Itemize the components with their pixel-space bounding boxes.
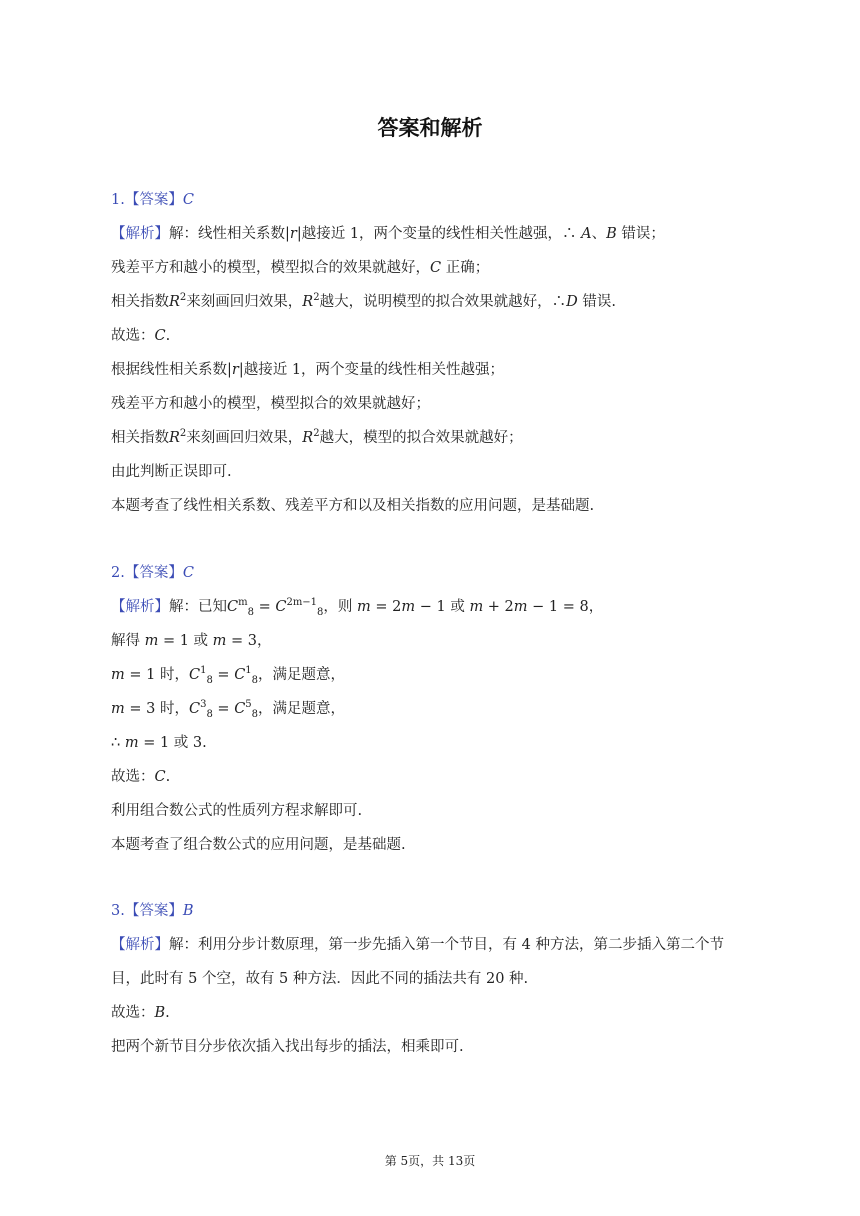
text: 解：利用分步计数原理，第一步先插入第一个节目，有 4 种方法，第二步插入第二个节: [169, 937, 724, 953]
text: |越接近 1，两个变量的线性相关性越强；: [238, 362, 505, 378]
text: 残差平方和越小的模型，模型拟合的效果就越好，: [111, 260, 430, 276]
text: = 3 时，: [124, 701, 189, 717]
math-var: C: [188, 701, 201, 717]
text: ∴: [111, 735, 125, 751]
math-var: m: [124, 735, 139, 751]
math-var: m: [111, 667, 125, 683]
q3-number: 3.: [111, 903, 125, 919]
q2-analysis-tag: 【解析】: [111, 599, 169, 615]
math-sub: 8: [317, 606, 324, 618]
text: |越接近 1，两个变量的线性相关性越强，∴: [296, 226, 582, 242]
q3-answer-tag: 【答案】: [124, 903, 183, 919]
text: =: [253, 599, 276, 615]
math-sub: 8: [251, 674, 259, 686]
math-sub: 8: [251, 708, 259, 720]
text: .: [165, 328, 171, 344]
q1-analysis-line-8: 由此判断正误即可.: [111, 464, 232, 480]
q2-answer: C: [182, 565, 194, 581]
math-sup: 3: [200, 699, 207, 711]
text: 越大，模型的拟合效果就越好；: [319, 430, 523, 446]
math-sup: 1: [245, 665, 252, 677]
page-footer: 第 5页，共 13页: [384, 1154, 476, 1168]
q1-answer: C: [182, 192, 194, 208]
math-sup: 5: [245, 699, 252, 711]
math-sub: 8: [206, 708, 213, 720]
text: ，满足题意，: [258, 701, 346, 717]
q1-analysis-line-1: [111, 224, 665, 244]
math-exp: 2: [179, 428, 187, 440]
math-sub: 8: [247, 606, 254, 618]
text: = 2: [370, 599, 402, 615]
math-var: C: [188, 667, 201, 683]
math-exp: 2: [313, 292, 320, 304]
text: 越大，说明模型的拟合效果就越好，∴: [319, 294, 567, 310]
math-var: m: [357, 599, 371, 615]
q2-answer-header: [111, 563, 194, 583]
q2-analysis-line-2: [111, 631, 272, 651]
text: =: [212, 701, 235, 717]
text: .: [165, 1005, 170, 1021]
q2-analysis-line-5: [111, 733, 207, 753]
math-sup: 2m−1: [286, 597, 318, 609]
q1-analysis-line-6: 残差平方和越小的模型，模型拟合的效果就越好；: [111, 396, 430, 412]
math-var: m: [144, 633, 159, 649]
q3-analysis-line-2: 目，此时有 5 个空，故有 5 种方法．因此不同的插法共有 20 种.: [111, 971, 529, 987]
q3-analysis-line-1: [111, 935, 724, 955]
q1-analysis-tag: 【解析】: [111, 226, 169, 242]
math-var: m: [513, 599, 528, 615]
q1-answer-tag: 【答案】: [124, 192, 183, 208]
text: 故选：: [111, 1005, 155, 1021]
math-var: B: [606, 226, 617, 242]
text: + 2: [483, 599, 514, 615]
text: 来刻画回归效果，: [186, 294, 303, 310]
math-var: C: [234, 701, 246, 717]
math-var: A: [581, 226, 592, 242]
math-var: R: [169, 430, 180, 446]
q2-analysis-line-8: 本题考查了组合数公式的应用问题，是基础题.: [111, 837, 406, 853]
text: =: [212, 667, 235, 683]
math-var: m: [401, 599, 416, 615]
text: 相关指数: [111, 430, 169, 446]
math-var: C: [154, 328, 166, 344]
text: .: [165, 769, 171, 785]
math-exp: 2: [179, 292, 187, 304]
math-var: m: [469, 599, 484, 615]
text: 、: [591, 226, 607, 242]
text: 相关指数: [111, 294, 169, 310]
text: = 1 或: [158, 633, 213, 649]
text: 错误；: [616, 226, 665, 242]
text: 正确；: [441, 260, 490, 276]
q3-analysis-tag: 【解析】: [111, 937, 169, 953]
text: − 1 或: [415, 599, 470, 615]
q1-answer-header: [111, 190, 194, 210]
text: ，则: [323, 599, 358, 615]
math-var: C: [154, 769, 166, 785]
math-var: C: [234, 667, 246, 683]
q2-analysis-line-1: [111, 597, 603, 617]
q1-analysis-line-2: [111, 258, 489, 278]
math-sup: m: [238, 597, 248, 609]
q2-analysis-line-4: [111, 699, 345, 719]
q2-analysis-line-3: [111, 665, 345, 685]
math-var: C: [275, 599, 287, 615]
q2-analysis-line-6: [111, 767, 170, 787]
math-var: R: [169, 294, 180, 310]
text: 解：线性相关系数|: [169, 226, 290, 242]
math-var: m: [111, 701, 125, 717]
q2-number: 2.: [111, 565, 125, 581]
text: − 1 = 8，: [527, 599, 604, 615]
q1-number: 1.: [111, 192, 125, 208]
q3-answer: B: [182, 903, 194, 919]
text: = 3，: [226, 633, 272, 649]
math-var: r: [289, 226, 297, 242]
text: ，满足题意，: [258, 667, 346, 683]
q1-analysis-line-7: [111, 428, 523, 448]
math-var: D: [566, 294, 578, 310]
text: 故选：: [111, 769, 155, 785]
math-var: R: [302, 430, 314, 446]
math-var: B: [154, 1005, 166, 1021]
q2-answer-tag: 【答案】: [124, 565, 183, 581]
math-var: r: [231, 362, 239, 378]
text: 来刻画回归效果，: [186, 430, 303, 446]
q1-analysis-line-4: [111, 326, 170, 346]
math-sup: 1: [200, 665, 207, 677]
text: 解得: [111, 633, 145, 649]
math-var: R: [302, 294, 314, 310]
math-sub: 8: [206, 674, 213, 686]
q1-analysis-line-9: 本题考查了线性相关系数、残差平方和以及相关指数的应用问题，是基础题.: [111, 498, 595, 514]
q2-analysis-line-7: 利用组合数公式的性质列方程求解即可.: [111, 803, 363, 819]
q3-answer-header: [111, 901, 194, 921]
text: = 1 时，: [124, 667, 189, 683]
q1-analysis-line-3: [111, 292, 616, 312]
text: 故选：: [111, 328, 155, 344]
text: 错误.: [577, 294, 616, 310]
text: 解：已知: [169, 599, 227, 615]
q3-analysis-line-4: 把两个新节目分步依次插入找出每步的插法，相乘即可.: [111, 1039, 464, 1055]
math-exp: 2: [313, 428, 320, 440]
math-var: m: [212, 633, 227, 649]
q3-analysis-line-3: [111, 1003, 170, 1023]
math-var: C: [227, 599, 239, 615]
math-var: C: [430, 260, 442, 276]
page-title: 答案和解析: [377, 116, 483, 140]
text: = 1 或 3.: [138, 735, 207, 751]
text: 根据线性相关系数|: [111, 362, 232, 378]
q1-analysis-line-5: [111, 360, 504, 380]
